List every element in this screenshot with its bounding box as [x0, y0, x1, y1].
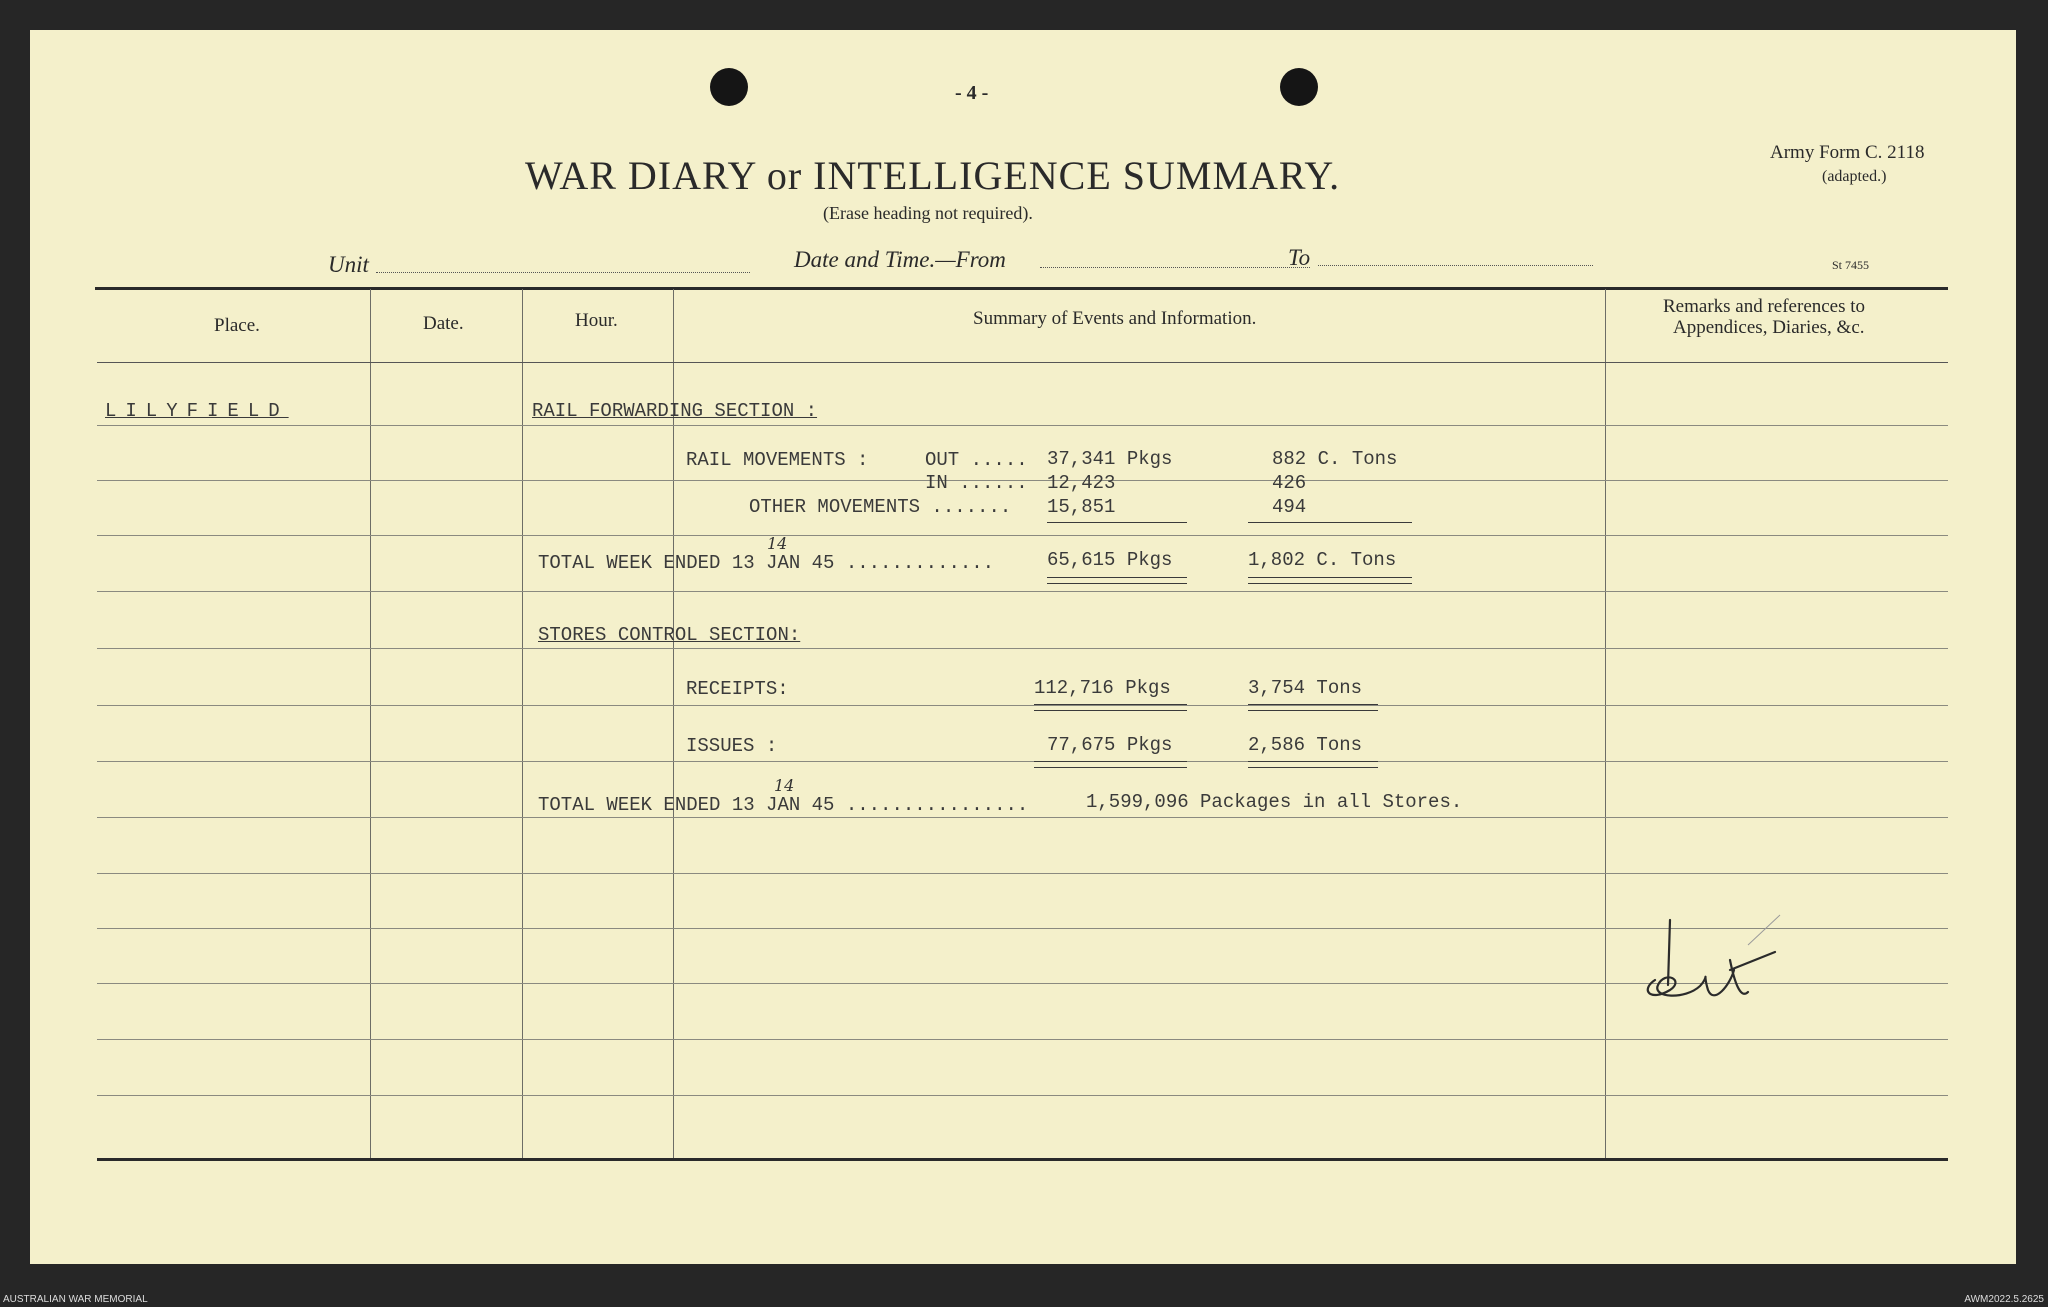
punch-hole-left	[710, 68, 748, 106]
subtotal-underline-tons	[1248, 522, 1412, 523]
in-tons: 426	[1272, 472, 1307, 494]
col-divider-1	[370, 289, 371, 1158]
ruled-line	[97, 1039, 1948, 1040]
subtotal-underline-packages	[1047, 522, 1187, 523]
from-dotted-line	[1040, 267, 1310, 268]
form-code: St 7455	[1832, 258, 1870, 272]
total-double-underline-packages	[1047, 577, 1187, 584]
ruled-line	[97, 817, 1948, 818]
rail-forwarding-heading: RAIL FORWARDING SECTION :	[532, 400, 818, 422]
total-stores-value: 1,599,096 Packages in all Stores.	[1086, 791, 1463, 813]
issues-double-underline-tons	[1248, 761, 1378, 768]
col-header-date: Date.	[423, 313, 464, 334]
place-entry: LILYFIELD	[105, 400, 289, 422]
receipts-double-underline-tons	[1248, 704, 1378, 711]
date-time-from-label: Date and Time.—From	[794, 247, 1006, 272]
ruled-line	[97, 425, 1948, 426]
out-label: OUT .....	[925, 449, 1028, 471]
handwritten-initials-signature	[1630, 890, 1810, 1020]
col-header-place: Place.	[214, 315, 260, 336]
rail-movements-label: RAIL MOVEMENTS :	[686, 449, 869, 471]
footer-archive-name: AUSTRALIAN WAR MEMORIAL	[3, 1294, 148, 1305]
to-dotted-line	[1318, 265, 1593, 266]
ruled-line	[97, 535, 1948, 536]
bottom-rule	[97, 1158, 1948, 1161]
col-header-remarks-2: Appendices, Diaries, &c.	[1673, 317, 1865, 338]
total-week-stores-label: TOTAL WEEK ENDED 13 JAN 45 ................	[538, 794, 1029, 816]
header-row-rule	[97, 362, 1948, 363]
page-subtitle: (Erase heading not required).	[823, 203, 1033, 223]
receipts-tons: 3,754 Tons	[1248, 677, 1363, 699]
footer-accession-number: AWM2022.5.2625	[1964, 1294, 2044, 1305]
form-note: (adapted.)	[1822, 168, 1887, 185]
other-packages: 15,851	[1047, 496, 1116, 518]
ruled-line	[97, 1095, 1948, 1096]
diary-page	[30, 30, 2016, 1264]
receipts-label: RECEIPTS:	[686, 678, 789, 700]
issues-label: ISSUES :	[686, 735, 778, 757]
total-rail-packages: 65,615 Pkgs	[1047, 549, 1173, 571]
issues-tons: 2,586 Tons	[1248, 734, 1363, 756]
unit-dotted-line	[376, 272, 750, 273]
total-week-rail-label: TOTAL WEEK ENDED 13 JAN 45 .............	[538, 552, 995, 574]
col-header-summary: Summary of Events and Information.	[973, 308, 1257, 329]
ruled-line	[97, 873, 1948, 874]
issues-double-underline-packages	[1034, 761, 1187, 768]
ruled-line	[97, 705, 1948, 706]
out-tons: 882 C. Tons	[1272, 448, 1398, 470]
col-divider-2	[522, 289, 523, 1158]
col-header-hour: Hour.	[575, 310, 618, 331]
total-double-underline-tons	[1248, 577, 1412, 584]
out-packages: 37,341 Pkgs	[1047, 448, 1173, 470]
ruled-line	[97, 761, 1948, 762]
to-label: To	[1288, 245, 1311, 270]
issues-packages: 77,675 Pkgs	[1047, 734, 1173, 756]
other-movements-label: OTHER MOVEMENTS .......	[749, 496, 1012, 518]
other-tons: 494	[1272, 496, 1307, 518]
total-rail-tons: 1,802 C. Tons	[1248, 549, 1397, 571]
top-rule	[95, 287, 1948, 290]
page-number: - 4 -	[955, 82, 989, 104]
unit-label: Unit	[328, 252, 369, 277]
receipts-packages: 112,716 Pkgs	[1034, 677, 1171, 699]
punch-hole-right	[1280, 68, 1318, 106]
ruled-line	[97, 648, 1948, 649]
col-divider-4	[1605, 289, 1606, 1158]
handwritten-date-correction: 14	[767, 534, 788, 553]
page-title: WAR DIARY or INTELLIGENCE SUMMARY.	[525, 153, 1341, 198]
in-label: IN ......	[925, 472, 1028, 494]
in-packages: 12,423	[1047, 472, 1116, 494]
receipts-double-underline-packages	[1034, 704, 1187, 711]
form-name: Army Form C. 2118	[1770, 142, 1925, 163]
ruled-line	[97, 591, 1948, 592]
handwritten-date-correction: 14	[774, 776, 795, 795]
stores-control-heading: STORES CONTROL SECTION:	[538, 624, 801, 646]
col-header-remarks-1: Remarks and references to	[1663, 296, 1866, 317]
